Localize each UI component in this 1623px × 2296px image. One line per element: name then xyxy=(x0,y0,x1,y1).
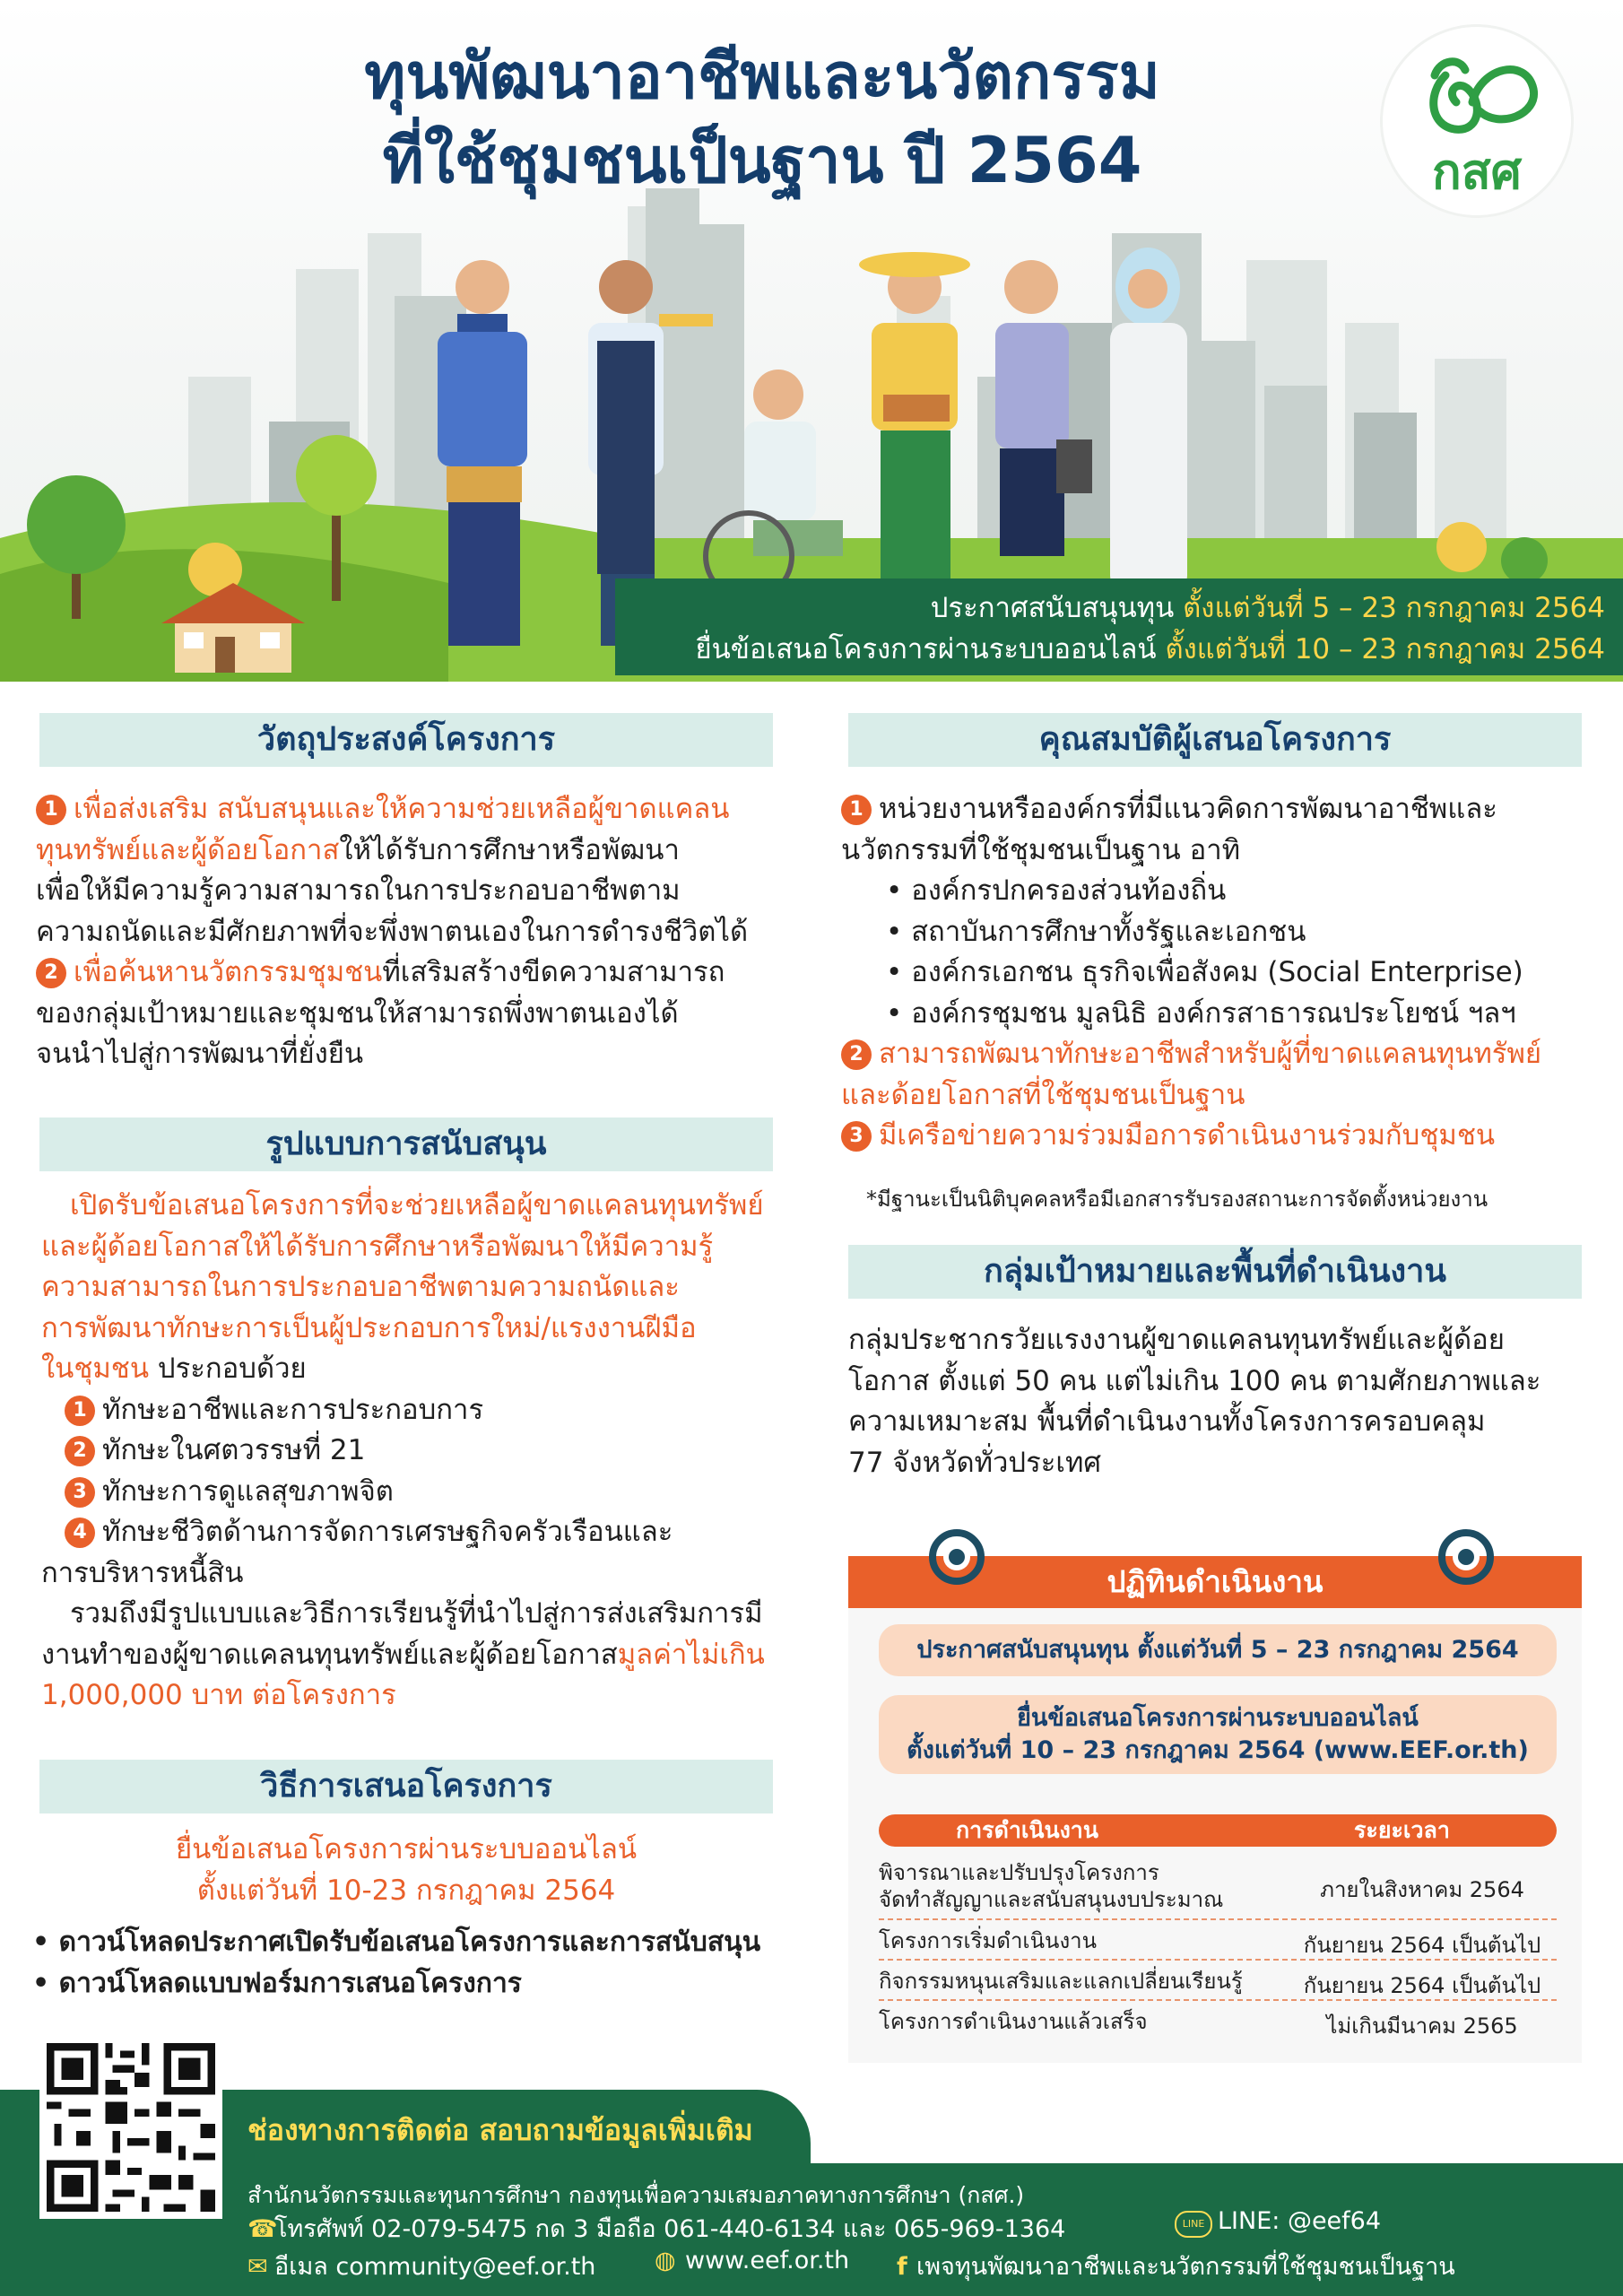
duration-cell: ภายในสิงหาคม 2564 xyxy=(1320,1877,1524,1902)
calendar-card xyxy=(848,1556,1582,2063)
support-consists-of: ประกอบด้วย xyxy=(149,1352,307,1385)
download-form-link[interactable]: • ดาวน์โหลดแบบฟอร์มการเสนอโครงการ xyxy=(32,1967,522,1999)
banner-line-1 xyxy=(615,587,1605,629)
objective-2 xyxy=(36,952,748,994)
eef-logo xyxy=(1383,27,1571,215)
org-type-item: • องค์กรเอกชน ธุรกิจเพื่อสังคม (Social Enterprise) xyxy=(886,956,1523,988)
banner-submit-label: ยื่นข้อเสนอโครงการผ่านระบบออนไลน์ xyxy=(695,633,1166,665)
binder-hole xyxy=(949,1549,965,1565)
phone-row xyxy=(247,2209,1065,2248)
target-line-2: โอกาส ตั้งแต่ 50 คน แต่ไม่เกิน 100 คน ตามศักยภาพและ xyxy=(848,1364,1541,1397)
target-text xyxy=(848,1320,1541,1483)
qualifications-heading: คุณสมบัติผู้เสนอโครงการ xyxy=(848,713,1582,767)
contact-title: ช่องทางการติดต่อ สอบถามข้อมูลเพิ่มเติม xyxy=(247,2113,753,2147)
number-badge: 4 xyxy=(65,1518,95,1548)
method-online xyxy=(39,1830,773,1911)
activity-cell xyxy=(879,1859,1223,1913)
number-badge: 2 xyxy=(65,1436,95,1466)
skill-item xyxy=(41,1512,765,1553)
title-line-2: ที่ใช้ชุมชนเป็นฐาน ปี 2564 xyxy=(382,124,1142,197)
number-badge: 3 xyxy=(65,1477,95,1508)
objective-1 xyxy=(36,789,748,831)
activity-cell: โครงการดำเนินงานแล้วเสร็จ xyxy=(879,2009,1148,2034)
calendar-submit-pill xyxy=(879,1695,1557,1774)
qualification-1-line-1: หน่วยงานหรือองค์กรที่มีแนวคิดการพัฒนาอาชีพและ xyxy=(879,793,1497,825)
budget-amount: 1,000,000 บาท ต่อโครงการ xyxy=(41,1679,396,1711)
mail-icon: ✉ xyxy=(247,2253,268,2281)
schedule-table-header xyxy=(879,1814,1557,1847)
objective-1-highlight: ทุนทรัพย์และผู้ด้อยโอกาส xyxy=(36,833,340,866)
submit-pill-line-1: ยื่นข้อเสนอโครงการผ่านระบบออนไลน์ xyxy=(1017,1704,1419,1732)
website-link[interactable]: www.eef.or.th xyxy=(685,2247,850,2274)
col-duration: ระยะเวลา xyxy=(1354,1817,1450,1843)
support-line-4: การพัฒนาทักษะการเป็นผู้ประกอบการใหม่/แรงงานฝีมือ xyxy=(41,1311,697,1344)
method-heading: วิธีการเสนอโครงการ xyxy=(39,1760,773,1813)
objective-2-highlight: เพื่อค้นหานวัตกรรมชุมชน xyxy=(74,956,383,988)
email-row xyxy=(247,2247,595,2285)
qualifications-text xyxy=(841,789,1541,1157)
number-badge: 1 xyxy=(36,795,66,825)
leaf-logo-icon xyxy=(1383,39,1571,147)
objective-2-line-2: ของกลุ่มเป้าหมายและชุมชนให้สามารถพึ่งพาตนเองได้ xyxy=(36,996,679,1030)
page-title xyxy=(233,34,1291,203)
binder-hole xyxy=(1458,1549,1474,1565)
globe-icon: ◍ xyxy=(655,2247,676,2274)
table-row xyxy=(879,1854,1557,1920)
binder-ring-icon xyxy=(929,1529,985,1585)
web-row xyxy=(655,2247,849,2274)
objective-1-rest: ให้ได้รับการศึกษาหรือพัฒนา xyxy=(339,833,680,866)
calendar-heading: ปฏิทินดำเนินงาน xyxy=(848,1556,1582,1608)
line-icon: LINE xyxy=(1175,2211,1212,2238)
activity-line-1: พิจารณาและปรับปรุงโครงการ xyxy=(879,1860,1159,1885)
title-line-1: ทุนพัฒนาอาชีพและนวัตกรรม xyxy=(364,39,1160,113)
qualification-2-line-2: และด้อยโอกาสที่ใช้ชุมชนเป็นฐาน xyxy=(841,1078,1245,1111)
skill-label: ทักษะอาชีพและการประกอบการ xyxy=(102,1393,484,1426)
number-badge: 3 xyxy=(841,1121,872,1152)
support-line-10-text: งานทำของผู้ขาดแคลนทุนทรัพย์และผู้ด้อยโอกาส xyxy=(41,1638,618,1671)
objective-1-line-3: เพื่อให้มีความรู้ความสามารถในการประกอบอาชีพตาม xyxy=(36,874,681,907)
col-activity: การดำเนินงาน xyxy=(956,1817,1098,1843)
qualification-1-line-2: นวัตกรรมที่ใช้ชุมชนเป็นฐาน อาทิ xyxy=(841,833,1241,866)
skill-item-continuation: การบริหารหนี้สิน xyxy=(41,1556,244,1589)
skill-item xyxy=(41,1390,765,1431)
duration-cell: กันยายน 2564 เป็นต้นไป xyxy=(1303,1933,1541,1958)
support-line-9: รวมถึงมีรูปแบบและวิธีการเรียนรู้ที่นำไปสู่การส่งเสริมการมี xyxy=(70,1597,763,1630)
target-line-4: 77 จังหวัดทั่วประเทศ xyxy=(848,1446,1102,1479)
support-line-1: เปิดรับข้อเสนอโครงการที่จะช่วยเหลือผู้ขาดแคลนทุนทรัพย์ xyxy=(70,1189,764,1222)
qr-code-icon xyxy=(39,2036,222,2219)
skill-item xyxy=(41,1431,765,1472)
number-badge: 1 xyxy=(65,1396,95,1426)
support-highlight: ในชุมชน xyxy=(41,1352,150,1385)
method-online-line-1: ยื่นข้อเสนอโครงการผ่านระบบออนไลน์ xyxy=(175,1833,638,1866)
support-line-2: และผู้ด้อยโอกาสให้ได้รับการศึกษาหรือพัฒนาให้มีความรู้ xyxy=(41,1230,714,1263)
activity-cell: กิจกรรมหนุนเสริมและแลกเปลี่ยนเรียนรู้ xyxy=(879,1969,1243,1994)
target-line-3: ความเหมาะสม พื้นที่ดำเนินงานทั้งโครงการครอบคลุม xyxy=(848,1405,1486,1438)
qualification-1 xyxy=(841,789,1541,831)
target-line-1: กลุ่มประชากรวัยแรงงานผู้ขาดแคลนทุนทรัพย์และผู้ด้อย xyxy=(848,1324,1505,1356)
objective-1-line-1: เพื่อส่งเสริม สนับสนุนและให้ความช่วยเหลือผู้ขาดแคลน xyxy=(74,793,730,825)
objectives-text xyxy=(36,789,748,1075)
table-row xyxy=(879,1920,1557,1961)
method-online-line-2: ตั้งแต่วันที่ 10-23 กรกฎาคม 2564 xyxy=(196,1874,616,1907)
submit-pill-line-2: ตั้งแต่วันที่ 10 – 23 กรกฎาคม 2564 (www.EEF.or.th) xyxy=(907,1736,1529,1764)
activity-line-2: จัดทำสัญญาและสนับสนุนงบประมาณ xyxy=(879,1887,1224,1912)
qualification-2-line-1: สามารถพัฒนาทักษะอาชีพสำหรับผู้ที่ขาดแคลนทุนทรัพย์ xyxy=(879,1038,1542,1070)
support-line-5 xyxy=(41,1349,765,1390)
qualification-3-line-1: มีเครือข่ายความร่วมมือการดำเนินงานร่วมกับชุมชน xyxy=(879,1119,1496,1152)
skill-label: ทักษะในศตวรรษที่ 21 xyxy=(102,1434,366,1466)
banner-announce-dates: ตั้งแต่วันที่ 5 – 23 กรกฎาคม 2564 xyxy=(1183,592,1605,624)
objectives-heading: วัตถุประสงค์โครงการ xyxy=(39,713,773,767)
number-badge: 2 xyxy=(841,1039,872,1070)
objective-1-line-4: ความถนัดและมีศักยภาพที่จะพึ่งพาตนเองในการดำรงชีวิตได้ xyxy=(36,915,749,948)
activity-cell: โครงการเริ่มดำเนินงาน xyxy=(879,1928,1098,1953)
date-banner xyxy=(615,578,1623,675)
org-type-item: • องค์กรปกครองส่วนท้องถิ่น xyxy=(886,874,1227,907)
duration-cell: ไม่เกินมีนาคม 2565 xyxy=(1326,2013,1518,2039)
qualification-2 xyxy=(841,1034,1541,1075)
support-line-3: ความสามารถในการประกอบอาชีพตามความถนัดและ xyxy=(41,1271,680,1303)
facebook-page-link[interactable]: เพจทุนพัฒนาอาชีพและนวัตกรรมที่ใช้ชุมชนเป็นฐาน xyxy=(916,2253,1455,2281)
table-row xyxy=(879,1961,1557,2001)
download-list xyxy=(32,1922,760,2004)
number-badge: 1 xyxy=(841,795,872,825)
facebook-row xyxy=(897,2247,1455,2285)
objective-2-rest: ที่เสริมสร้างขีดความสามารถ xyxy=(382,956,725,988)
banner-submit-dates: ตั้งแต่วันที่ 10 – 23 กรกฎาคม 2564 xyxy=(1165,633,1605,665)
objective-2-line-3: จนนำไปสู่การพัฒนาที่ยั่งยืน xyxy=(36,1038,364,1070)
phone-icon: ☎ xyxy=(247,2215,278,2243)
banner-line-2 xyxy=(615,629,1605,670)
org-type-item: • องค์กรชุมชน มูลนิธิ องค์กรสาธารณประโยชน์ ฯลฯ xyxy=(886,996,1516,1030)
table-row xyxy=(879,2001,1557,2041)
support-text xyxy=(41,1186,765,1717)
org-type-item: • สถาบันการศึกษาทั้งรัฐและเอกชน xyxy=(886,915,1306,948)
skill-item xyxy=(41,1472,765,1513)
support-heading: รูปแบบการสนับสนุน xyxy=(39,1118,773,1171)
support-line-10 xyxy=(41,1635,765,1676)
duration-cell: กันยายน 2564 เป็นต้นไป xyxy=(1303,1973,1541,1998)
email-address[interactable]: อีเมล community@eef.or.th xyxy=(274,2253,596,2281)
skill-label: ทักษะชีวิตด้านการจัดการเศรษฐกิจครัวเรือนและ xyxy=(102,1516,673,1548)
qualification-3 xyxy=(841,1116,1541,1157)
target-heading: กลุ่มเป้าหมายและพื้นที่ดำเนินงาน xyxy=(848,1245,1582,1299)
download-announcement-link[interactable]: • ดาวน์โหลดประกาศเปิดรับข้อเสนอโครงการและการสนับสนุน xyxy=(32,1926,761,1958)
line-row xyxy=(1175,2207,1381,2238)
hero-banner xyxy=(0,0,1623,682)
number-badge: 2 xyxy=(36,958,66,988)
binder-ring-icon xyxy=(1438,1529,1494,1585)
logo-wordmark: กสศ xyxy=(1432,144,1522,200)
qr-code[interactable] xyxy=(39,2036,222,2219)
organization-name: สำนักนวัตกรรมและทุนการศึกษา กองทุนเพื่อความเสมอภาคทางการศึกษา (กสศ.) xyxy=(247,2182,1025,2208)
facebook-icon: f xyxy=(897,2253,907,2281)
skill-label: ทักษะการดูแลสุขภาพจิต xyxy=(102,1474,394,1508)
banner-announce-label: ประกาศสนับสนุนทุน xyxy=(930,592,1184,624)
calendar-announce-pill: ประกาศสนับสนุนทุน ตั้งแต่วันที่ 5 – 23 กรกฎาคม 2564 xyxy=(879,1624,1557,1676)
budget-highlight: มูลค่าไม่เกิน xyxy=(617,1638,765,1671)
objective-1-line-2 xyxy=(36,831,748,872)
phone-number[interactable]: โทรศัพท์ 02-079-5475 กด 3 มือถือ 061-440-6134 และ 065-969-1364 xyxy=(274,2215,1066,2243)
legal-note: *มีฐานะเป็นนิติบุคคลหรือมีเอกสารรับรองสถานะการจัดตั้งหน่วยงาน xyxy=(866,1187,1488,1212)
line-id[interactable]: LINE: @eef64 xyxy=(1218,2207,1382,2235)
